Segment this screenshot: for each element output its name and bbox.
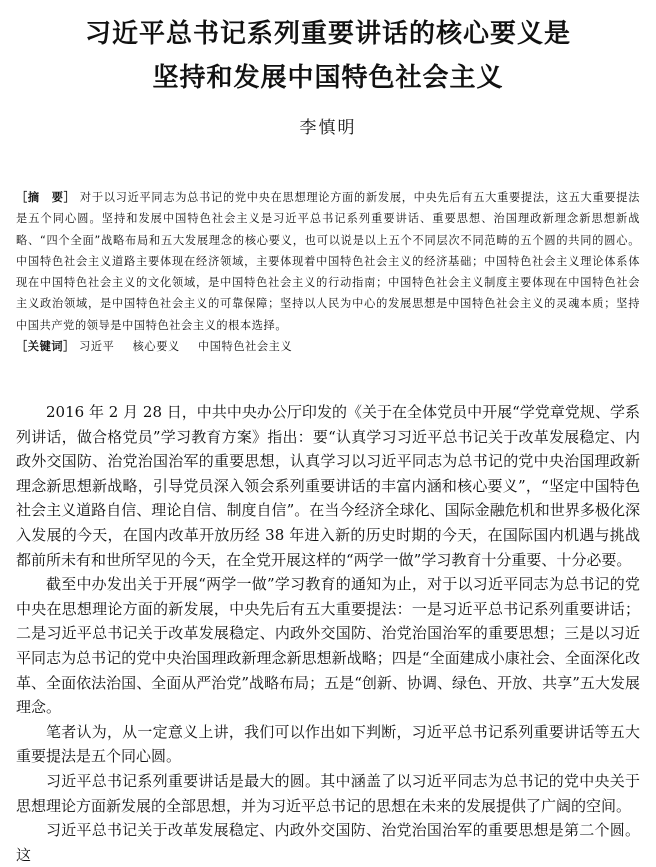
abstract-label: ［摘 要］ bbox=[16, 191, 76, 204]
body-paragraph: 习近平总书记关于改革发展稳定、内政外交国防、治党治国治军的重要思想是第二个圆。这 bbox=[16, 821, 640, 864]
keywords-label: ［关键词］ bbox=[16, 340, 75, 354]
keywords-line bbox=[16, 336, 640, 357]
article-title-line1: 习近平总书记系列重要讲话的核心要义是 bbox=[84, 19, 571, 49]
keyword: 核心要义 bbox=[132, 340, 180, 354]
keyword: 习近平 bbox=[79, 340, 115, 354]
abstract-block bbox=[16, 187, 640, 357]
abstract-text: 对于以习近平同志为总书记的党中央在思想理论方面的新发展，中央先后有五大重要提法，这五大重要提法是五个同心圆。坚持和发展中国特色社会主义是习近平总书记系列重要讲话、重要思想、治国理政新理念新思想新战略、“四个全面”战略布局和五大发展理念的核心要义，也可以说是以上五个不同层次不同范畴的五个圆的共同的圆心。中国特色社会主义道路主要体现在经济领域，主要体现着中国特色社会主义的经济基础；中国特色社会主义理论体系体现在中国特色社会主义的文化领域，是中国特色社会主义的行动指南；中国特色社会主义制度主要体现在中国特色社会主义政治领域，是中国特色社会主义的可靠保障；坚持以人民为中心的发展思想是中国特色社会主义的灵魂本质；坚持中国共产党的领导是中国特色社会主义的根本选择。 bbox=[16, 191, 641, 332]
body-paragraph: 2016 年 2 月 28 日，中共中央办公厅印发的《关于在全体党员中开展“学党章党规、学系列讲话，做合格党员”学习教育方案》指出：要“认真学习习近平总书记关于改革发展稳定、内政外交国防、治党治国治军的重要思想，认真学习以习近平同志为总书记的党中央治国理政新理念新思想新战略，引导党员深入领会系列重要讲话的丰富内涵和核心要义”，“坚定中国特色社会主义道路自信、理论自信、制度自信”。在当今经济全球化、国际金融危机和世界多极化深入发展的今天，在国内改革开放历经 38 年进入新的历史时期的今天，在国际国内机遇与挑战都前所未有和世所罕见的今天，在全党开展这样的“两学一做”学习教育十分重要、十分必要。 bbox=[16, 403, 640, 569]
body-paragraph: 截至中办发出关于开展“两学一做”学习教育的通知为止，对于以习近平同志为总书记的党中央在思想理论方面的新发展，中央先后有五大重要提法：一是习近平总书记系列重要讲话；二是习近平总书记关于改革发展稳定、内政外交国防、治党治国治军的重要思想；三是以习近平同志为总书记的党中央治国理政新理念新思想新战略；四是“全面建成小康社会、全面深化改革、全面依法治国、全面从严治党”战略布局；五是“创新、协调、绿色、开放、共享”五大发展理念。 bbox=[16, 575, 640, 717]
abstract-paragraph bbox=[16, 187, 640, 336]
article-title-line2: 坚持和发展中国特色社会主义 bbox=[152, 63, 504, 93]
author-name: 李慎明 bbox=[299, 118, 357, 138]
keyword: 中国特色社会主义 bbox=[197, 340, 293, 354]
body-paragraph: 笔者认为，从一定意义上讲，我们可以作出如下判断，习近平总书记系列重要讲话等五大重要提法是五个同心圆。 bbox=[16, 722, 640, 766]
body-paragraph: 习近平总书记系列重要讲话是最大的圆。其中涵盖了以习近平同志为总书记的党中央关于思想理论方面新发展的全部思想，并为习近平总书记的思想在未来的发展提供了广阔的空间。 bbox=[16, 771, 640, 815]
article-body bbox=[16, 400, 640, 867]
